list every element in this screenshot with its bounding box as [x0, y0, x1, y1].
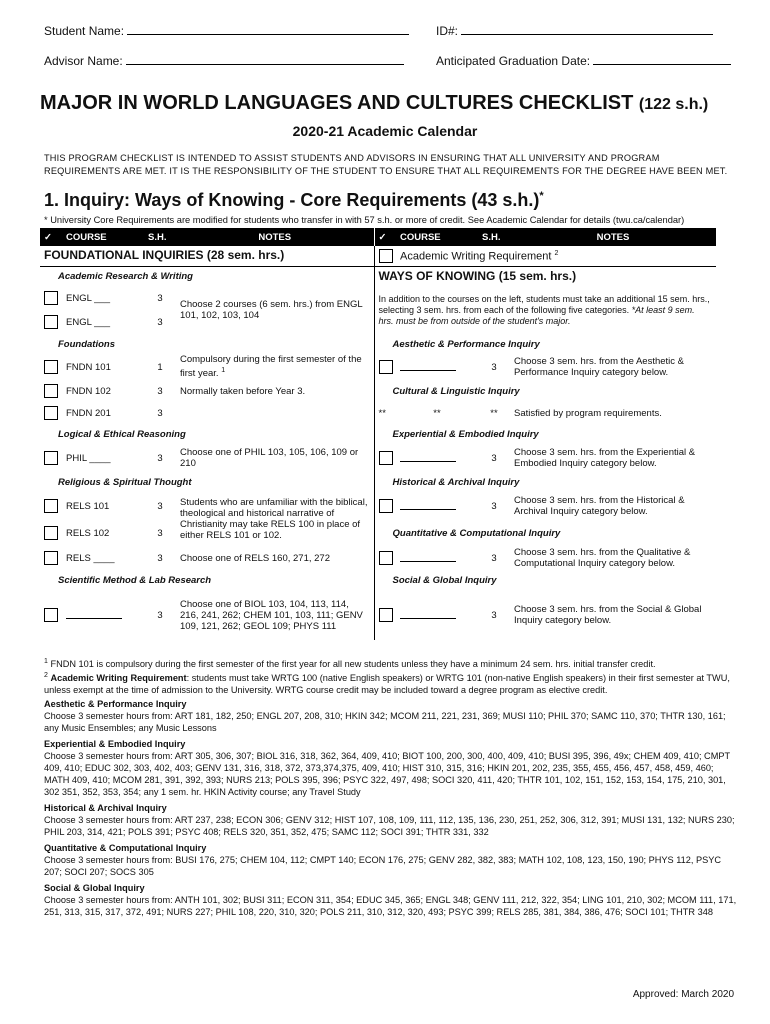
quant-checkbox-cell[interactable] — [374, 546, 396, 570]
check-header: ✓ — [40, 228, 62, 246]
category-title: Historical & Archival Inquiry — [44, 803, 167, 813]
fndn101-sh: 1 — [157, 361, 163, 373]
writing-req-text: Academic Writing Requirement — [400, 251, 552, 264]
writing-sup: 2 — [554, 250, 559, 258]
category-lists — [44, 698, 738, 922]
notes-header: NOTES — [176, 228, 374, 246]
hist-checkbox[interactable] — [379, 499, 393, 513]
rels101-course: RELS 101 — [66, 500, 110, 512]
sci-checkbox-cell[interactable] — [40, 590, 62, 640]
course-header-2: COURSE — [396, 228, 478, 246]
wok-heading: WAYS OF KNOWING (15 sem. hrs.) — [374, 266, 716, 286]
hist-checkbox-cell[interactable] — [374, 492, 396, 520]
phil-course: PHIL ____ — [66, 452, 111, 464]
cat-logical: Logical & Ethical Reasoning — [58, 428, 186, 440]
exp-checkbox[interactable] — [379, 451, 393, 465]
cultural-note: Satisfied by program requirements. — [514, 407, 662, 419]
table-row — [40, 520, 716, 546]
social-course-line[interactable] — [400, 609, 456, 619]
engl2-sh: 3 — [157, 316, 163, 328]
cat-foundations: Foundations — [58, 338, 115, 350]
exp-checkbox-cell[interactable] — [374, 444, 396, 472]
table-row — [40, 590, 716, 640]
sci-course-line[interactable] — [66, 609, 122, 619]
quant-course-line[interactable] — [400, 552, 456, 562]
cat-social: Social & Global Inquiry — [374, 570, 716, 590]
fndn101-sup: 1 — [221, 367, 226, 375]
table-row — [40, 424, 716, 444]
fndn102-checkbox-cell[interactable] — [40, 380, 62, 402]
fn2-label: Academic Writing Requirement — [50, 673, 187, 684]
foundational-heading: FOUNDATIONAL INQUIRIES (28 sem. hrs.) — [40, 246, 374, 266]
fn1-text: FNDN 101 is compulsory during the first semester of the first year for all new students unless they have a minimum 24 sem. hrs. initial transfer credit. — [50, 659, 656, 670]
writing-req — [396, 246, 716, 266]
phil-checkbox[interactable] — [44, 451, 58, 465]
wok-note-italic: *At least 9 sem. hrs. must be from outside of the student's major. — [378, 304, 695, 326]
fn2-text: : students must take WRTG 100 (native English speakers) or WRTG 101 (non-native English speakers) in their first semester at TWU, unless exempt at the time of admission to the University. WRTG course credit may be included toward a degree program as elective credit. — [44, 673, 730, 696]
fndn102-sh: 3 — [157, 385, 163, 397]
category-social — [44, 882, 738, 918]
category-text: Choose 3 semester hours from: ART 181, 182, 250; ENGL 207, 208, 310; HKIN 342; MCOM 211, 221, 231, 369; MUSI 110; PHIL 370; SAMC 110, 370; THTR 130, 161; any Music Ensembles; any Music Lessons — [44, 711, 726, 733]
grad-date-field[interactable] — [436, 52, 731, 68]
table-row — [40, 546, 716, 570]
sci-sh: 3 — [157, 609, 163, 621]
title-text: MAJOR IN WORLD LANGUAGES AND CULTURES CHECKLIST — [40, 92, 634, 114]
engl1-course: ENGL ___ — [66, 292, 111, 304]
hist-course-line[interactable] — [400, 500, 456, 510]
sci-course-blank[interactable] — [62, 590, 144, 640]
approved-date: Approved: March 2020 — [632, 989, 734, 1000]
cultural-sh-star: ** — [490, 407, 498, 419]
social-checkbox-cell[interactable] — [374, 590, 396, 640]
fndn102-note: Normally taken before Year 3. — [180, 385, 306, 397]
table-row — [40, 354, 716, 380]
cat-religious: Religious & Spiritual Thought — [58, 476, 192, 488]
table-row — [40, 402, 716, 424]
course-header: COURSE — [62, 228, 144, 246]
requirements-table — [40, 228, 716, 640]
rels102-checkbox[interactable] — [44, 526, 58, 540]
wok-note — [374, 286, 716, 334]
aesthetic-sh: 3 — [491, 361, 497, 373]
notes-header-2: NOTES — [510, 228, 716, 246]
engl-note: Choose 2 courses (6 sem. hrs.) from ENGL 101, 102, 103, 104 — [180, 299, 363, 321]
id-field[interactable] — [436, 22, 713, 38]
sh-header: S.H. — [144, 228, 176, 246]
aesthetic-course-line[interactable] — [400, 361, 456, 371]
table-row — [40, 246, 716, 266]
fndn201-checkbox[interactable] — [44, 406, 58, 420]
table-header-row — [40, 228, 716, 246]
category-experiential — [44, 738, 738, 798]
rels101-sh: 3 — [157, 500, 163, 512]
fndn201-checkbox-cell[interactable] — [40, 402, 62, 424]
table-row — [40, 334, 716, 354]
sci-note: Choose one of BIOL 103, 104, 113, 114, 216, 241, 262; CHEM 101, 103, 111; GENV 109, 121, 262; GEOL 109; PHYS 111 — [180, 598, 363, 632]
table-row — [40, 472, 716, 492]
phil-note: Choose one of PHIL 103, 105, 106, 109 or 210 — [180, 447, 359, 469]
student-name-line[interactable] — [127, 22, 409, 35]
category-text: Choose 3 semester hours from: ART 237, 238; ECON 306; GENV 312; HIST 107, 108, 109, 111, 112, 135, 136, 230, 251, 252, 306, 312, 391; MUSI 131, 132; NURS 230; PHIL 203, 314, 421; POLS 391; PSYC 408; RELS 320, 351, 352, 475; SAMC 112; SOCI 391; THTR 331, 332 — [44, 815, 735, 837]
fn2-sup: 2 — [44, 672, 48, 680]
advisor-name-field[interactable] — [44, 52, 404, 68]
fndn201-note — [176, 402, 374, 424]
quant-course-blank[interactable] — [396, 546, 478, 570]
engl2-checkbox-cell[interactable] — [40, 310, 62, 334]
exp-note: Choose 3 sem. hrs. from the Experiential & Embodied Inquiry category below. — [514, 447, 696, 469]
section-title-text: 1. Inquiry: Ways of Knowing - Core Requirements (43 s.h.) — [44, 190, 540, 210]
footnotes — [44, 656, 738, 696]
cat-aesthetic: Aesthetic & Performance Inquiry — [374, 334, 716, 354]
rels102-sh: 3 — [157, 527, 163, 539]
intro-text: THIS PROGRAM CHECKLIST IS INTENDED TO ASSIST STUDENTS AND ADVISORS IN ENSURING THAT ALL UNIVERSITY AND PROGRAM REQUIREMENTS ARE MET. IT IS THE RESPONSIBILITY OF THE STUDENT TO ENSURE THAT ALL REQUIREMENTS FOR THE DEGREE HAVE BEEN MET. — [44, 153, 728, 176]
student-name-label: Student Name: — [44, 24, 125, 38]
engl1-sh: 3 — [157, 292, 163, 304]
student-name-field[interactable] — [44, 22, 409, 38]
aesthetic-note: Choose 3 sem. hrs. from the Aesthetic & Performance Inquiry category below. — [514, 356, 685, 378]
title-hours: (122 s.h.) — [638, 96, 709, 113]
cat-quant: Quantitative & Computational Inquiry — [374, 520, 716, 546]
fn1-sup: 1 — [44, 658, 48, 665]
section-note: * University Core Requirements are modified for students who transfer in with 57 s.h. or more of credit. See Academic Calendar for details (twu.ca/calendar) — [44, 215, 685, 225]
fndn101-course: FNDN 101 — [66, 361, 111, 373]
sci-checkbox[interactable] — [44, 608, 58, 622]
exp-course-line[interactable] — [400, 452, 456, 462]
engl1-checkbox[interactable] — [44, 291, 58, 305]
rels101-checkbox[interactable] — [44, 499, 58, 513]
table-row — [40, 286, 716, 310]
social-checkbox[interactable] — [379, 608, 393, 622]
aesthetic-course-blank[interactable] — [396, 354, 478, 380]
id-label: ID#: — [436, 24, 459, 38]
rels101-checkbox-cell[interactable] — [40, 492, 62, 520]
id-line[interactable] — [461, 22, 713, 35]
phil-sh: 3 — [157, 452, 163, 464]
rels-note: Students who are unfamiliar with the biblical, theological and historical narrative of Christianity may take RELS 100 in place of either RELS 101 or 102. — [180, 497, 368, 541]
rels-sh: 3 — [157, 552, 163, 564]
fndn102-course: FNDN 102 — [66, 385, 111, 397]
rels-checkbox[interactable] — [44, 551, 58, 565]
fndn201-sh: 3 — [157, 407, 163, 419]
writing-checkbox[interactable] — [379, 249, 393, 263]
table-row — [40, 570, 716, 590]
sh-header-2: S.H. — [478, 228, 510, 246]
exp-course-blank[interactable] — [396, 444, 478, 472]
cultural-star: ** — [374, 402, 396, 424]
footnote-1 — [44, 656, 738, 670]
social-course-blank[interactable] — [396, 590, 478, 640]
category-text: Choose 3 semester hours from: ART 305, 306, 307; BIOL 316, 318, 362, 364, 409, 410; BIOT 100, 200, 300, 400, 409, 410; BUSI 395, 396, 49x; CHEM 409, 410; CMPT 409, 410; EDUC 302, 303, 402, 403; GENV 131, 316, 318, 372, 373,374,375, 409, 410; HIST 310, 315, 316; HKIN 201, 202, 235, 355, 455, 456, 457, 458, 459, 460; MATH 409, 410; MCOM 281, 391, 392, 393; NURS 213; POLS 395, 396; PSYC 322, 497, 498; SOCI 320, 411, 420; THTR 101, 102, 151, 152, 153, 154, 175, 210, 301, 302 351, 352, 353, 354; any 1 sem. hr. HKIN Activity course; any Travel Study — [44, 751, 730, 797]
quant-sh: 3 — [491, 552, 497, 564]
rels-course: RELS ____ — [66, 552, 115, 564]
section-title — [44, 190, 544, 211]
engl1-checkbox-cell[interactable] — [40, 286, 62, 310]
rels-choose-note: Choose one of RELS 160, 271, 272 — [180, 552, 331, 564]
hist-sh: 3 — [491, 500, 497, 512]
social-sh: 3 — [491, 609, 497, 621]
hist-note: Choose 3 sem. hrs. from the Historical & Archival Inquiry category below. — [514, 495, 685, 517]
cat-cultural: Cultural & Linguistic Inquiry — [374, 380, 716, 402]
cultural-course-star: ** — [433, 407, 441, 419]
grad-date-label: Anticipated Graduation Date: — [436, 54, 591, 68]
quant-checkbox[interactable] — [379, 551, 393, 565]
rels-checkbox-cell[interactable] — [40, 546, 62, 570]
hist-course-blank[interactable] — [396, 492, 478, 520]
rels102-checkbox-cell[interactable] — [40, 520, 62, 546]
social-note: Choose 3 sem. hrs. from the Social & Global Inquiry category below. — [514, 604, 702, 626]
category-historical — [44, 802, 738, 838]
engl2-checkbox[interactable] — [44, 315, 58, 329]
grad-date-line[interactable] — [593, 52, 731, 65]
fndn102-checkbox[interactable] — [44, 384, 58, 398]
phil-checkbox-cell[interactable] — [40, 444, 62, 472]
rels102-course: RELS 102 — [66, 527, 110, 539]
exp-sh: 3 — [491, 452, 497, 464]
engl2-course: ENGL ___ — [66, 316, 111, 328]
section-star: * — [539, 190, 544, 202]
footnote-2 — [44, 670, 738, 696]
category-title: Social & Global Inquiry — [44, 883, 145, 893]
cat-research: Academic Research & Writing — [58, 270, 193, 282]
category-title: Quantitative & Computational Inquiry — [44, 843, 207, 853]
subtitle: 2020-21 Academic Calendar — [292, 123, 478, 139]
fndn101-checkbox-cell[interactable] — [40, 354, 62, 380]
fndn101-note — [176, 354, 374, 380]
table-row — [40, 444, 716, 472]
cat-historical: Historical & Archival Inquiry — [374, 472, 716, 492]
aesthetic-checkbox-cell[interactable] — [374, 354, 396, 380]
quant-note: Choose 3 sem. hrs. from the Qualitative & Computational Inquiry category below. — [514, 547, 691, 569]
aesthetic-checkbox[interactable] — [379, 360, 393, 374]
category-quantitative — [44, 842, 738, 878]
advisor-name-label: Advisor Name: — [44, 54, 123, 68]
writing-checkbox-cell[interactable] — [374, 246, 396, 266]
advisor-name-line[interactable] — [126, 52, 404, 65]
check-header-2: ✓ — [374, 228, 396, 246]
category-text: Choose 3 semester hours from: BUSI 176, 275; CHEM 104, 112; CMPT 140; ECON 176, 275; GENV 282, 382, 383; MATH 102, 108, 123, 150, 190; PHYS 112, PSYC 207; SOCI 207; SOCS 305 — [44, 855, 722, 877]
category-text: Choose 3 semester hours from: ANTH 101, 302; BUSI 311; ECON 311, 354; EDUC 345, 365; ENGL 348; GENV 111, 212, 322, 354; LING 101, 210, 302; MCOM 111, 171, 251, 313, 315, 317, 372, 491; NURS 227; PHIL 108, 220, 310, 320; POLS 211, 310, 312, 320, 493; PSYC 399; RELS 285, 381, 384, 386, 476; SOCI 101; THTR 348 — [44, 895, 737, 917]
table-row — [40, 492, 716, 520]
category-title: Experiential & Embodied Inquiry — [44, 739, 186, 749]
cat-experiential: Experiential & Embodied Inquiry — [374, 424, 716, 444]
table-row — [40, 380, 716, 402]
cat-scientific: Scientific Method & Lab Research — [58, 574, 212, 586]
category-aesthetic — [44, 698, 738, 734]
category-title: Aesthetic & Performance Inquiry — [44, 699, 187, 709]
wok-note-text: In addition to the courses on the left, students must take an additional 15 sem. hrs., selecting 3 sem. hrs. from each of the following five categories. — [378, 293, 710, 315]
fndn201-course: FNDN 201 — [66, 407, 111, 419]
fndn101-note-text: Compulsory during the first semester of the first year. — [180, 354, 362, 380]
page-title — [40, 92, 708, 115]
table-row — [40, 266, 716, 286]
fndn101-checkbox[interactable] — [44, 360, 58, 374]
